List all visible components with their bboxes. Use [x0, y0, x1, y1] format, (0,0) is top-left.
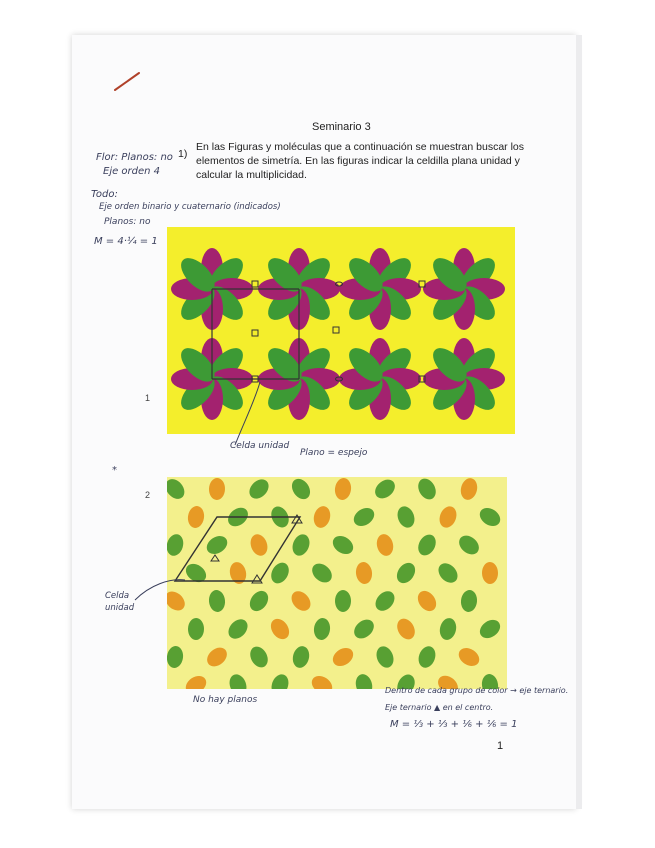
- page-title: Seminario 3: [312, 121, 371, 133]
- note-no-hay-planos: No hay planos: [193, 695, 258, 705]
- note-todo: Todo:: [91, 189, 118, 200]
- note-eje-ternario: Eje ternario ▲ en el centro.: [385, 703, 494, 712]
- page-number: 1: [497, 740, 504, 752]
- note-celda-unidad-1: Celda unidad: [230, 441, 290, 451]
- figure-1-flowers: [167, 227, 515, 434]
- note-multiplicity-2: M = ⅓ + ⅓ + ⅙ + ⅙ = 1: [390, 719, 518, 730]
- figure-1-label: 1: [145, 393, 151, 403]
- note-dentro-cada-grupo: Dentro de cada grupo de color → eje ternario.: [385, 686, 569, 695]
- pear-shape: [335, 590, 351, 612]
- note-todo-planos: Planos: no: [104, 217, 151, 227]
- figure-2-label: 2: [145, 490, 151, 500]
- note-plano-espejo: Plano = espejo: [300, 448, 368, 458]
- celda-pointer-1: [225, 380, 285, 450]
- question-text: En las Figuras y moléculas que a continuación se muestran buscar los elementos de simetría. En las figuras indicar la celdilla plana unidad y calcular la multiplicidad.: [196, 141, 525, 181]
- note-multiplicity-1: M = 4·¼ = 1: [94, 236, 158, 247]
- page-edge: [576, 35, 582, 809]
- note-flor-planos: Flor: Planos: no: [96, 152, 173, 163]
- note-celda-unidad-2: Celda unidad: [105, 591, 135, 613]
- figure-2-pears: [167, 477, 507, 689]
- note-flor-eje: Eje orden 4: [103, 166, 161, 177]
- pen-mark: [112, 70, 142, 92]
- star-mark: *: [112, 465, 117, 476]
- question-number: 1): [178, 148, 188, 160]
- note-todo-eje: Eje orden binario y cuaternario (indicados): [99, 202, 281, 212]
